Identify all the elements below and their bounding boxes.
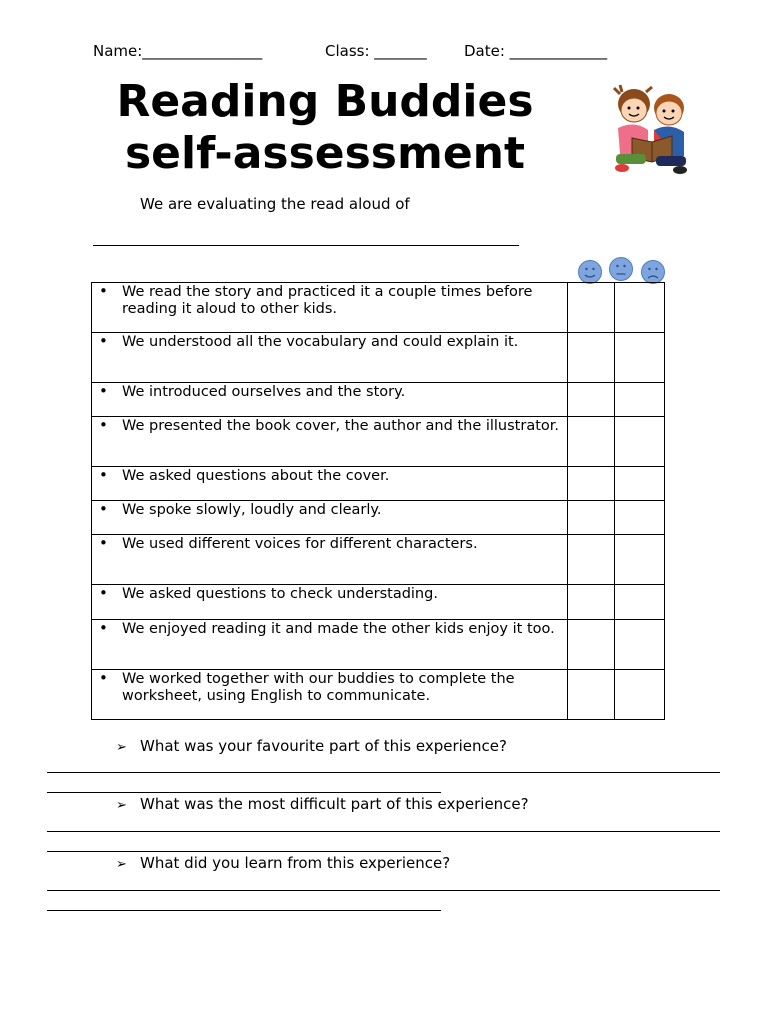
read-aloud-title-line[interactable] [93, 245, 519, 246]
answer-line[interactable] [47, 890, 720, 891]
bullet-icon: • [99, 382, 108, 400]
class-field[interactable]: Class: _______ [325, 42, 427, 60]
rating-cell[interactable] [568, 283, 615, 333]
rating-cell[interactable] [615, 383, 665, 417]
answer-line[interactable] [47, 772, 720, 773]
arrow-bullet-icon: ➢ [116, 857, 127, 872]
rating-cell[interactable] [615, 585, 665, 620]
rating-cell[interactable] [568, 585, 615, 620]
rating-cell[interactable] [615, 467, 665, 501]
rating-cell[interactable] [615, 417, 665, 467]
bullet-icon: • [99, 466, 108, 484]
bullet-icon: • [99, 584, 108, 602]
answer-line[interactable] [47, 792, 441, 793]
question-text: What did you learn from this experience? [140, 854, 451, 872]
neutral-face-icon [610, 258, 633, 281]
rating-cell[interactable] [568, 383, 615, 417]
rating-cell[interactable] [568, 501, 615, 535]
table-row [92, 535, 665, 585]
page-title [60, 76, 590, 180]
statement-text: We asked questions about the cover. [122, 468, 390, 484]
title-line-1: Reading Buddies [116, 76, 534, 127]
table-row [92, 333, 665, 383]
statement-text: We understood all the vocabulary and could explain it. [122, 334, 519, 350]
table-row [92, 467, 665, 501]
table-row [92, 383, 665, 417]
rating-cell[interactable] [615, 620, 665, 670]
statement-text: We introduced ourselves and the story. [122, 384, 406, 400]
answer-line[interactable] [47, 910, 441, 911]
rating-cell[interactable] [615, 535, 665, 585]
bullet-icon: • [99, 416, 108, 434]
question-item [116, 854, 450, 872]
rating-cell[interactable] [568, 670, 615, 720]
table-row [92, 620, 665, 670]
intro-text: We are evaluating the read aloud of [140, 195, 410, 213]
table-row [92, 670, 665, 720]
bullet-icon: • [99, 534, 108, 552]
happy-face-icon [579, 261, 602, 284]
rating-cell[interactable] [568, 620, 615, 670]
title-line-2: self-assessment [124, 128, 526, 179]
bullet-icon: • [99, 619, 108, 637]
bullet-icon: • [99, 669, 108, 687]
sad-face-icon [642, 261, 665, 284]
rating-cell[interactable] [568, 417, 615, 467]
table-row [92, 501, 665, 535]
question-item [116, 795, 529, 813]
rating-cell[interactable] [615, 283, 665, 333]
rating-cell[interactable] [568, 333, 615, 383]
table-row [92, 417, 665, 467]
answer-line[interactable] [47, 831, 720, 832]
rating-cell[interactable] [568, 467, 615, 501]
statement-text: We used different voices for different characters. [122, 536, 478, 552]
bullet-icon: • [99, 500, 108, 518]
statement-text: We spoke slowly, loudly and clearly. [122, 502, 382, 518]
bullet-icon: • [99, 332, 108, 350]
question-item [116, 737, 507, 755]
rating-cell[interactable] [568, 535, 615, 585]
question-text: What was your favourite part of this experience? [140, 737, 507, 755]
answer-line[interactable] [47, 851, 441, 852]
table-row [92, 585, 665, 620]
name-field[interactable]: Name:________________ [93, 42, 263, 60]
statement-text: We enjoyed reading it and made the other kids enjoy it too. [122, 621, 555, 637]
arrow-bullet-icon: ➢ [116, 740, 127, 755]
rating-cell[interactable] [615, 501, 665, 535]
assessment-table [91, 282, 665, 720]
arrow-bullet-icon: ➢ [116, 798, 127, 813]
table-row [92, 283, 665, 333]
bullet-icon: • [99, 282, 108, 300]
kids-reading-illustration [608, 84, 692, 176]
rating-cell[interactable] [615, 670, 665, 720]
statement-text: We worked together with our buddies to complete the worksheet, using English to communicate. [122, 671, 515, 704]
statement-text: We presented the book cover, the author and the illustrator. [122, 418, 560, 434]
statement-text: We read the story and practiced it a couple times before reading it aloud to other kids. [122, 284, 533, 317]
statement-text: We asked questions to check understading. [122, 586, 438, 602]
rating-cell[interactable] [615, 333, 665, 383]
date-field[interactable]: Date: _____________ [464, 42, 608, 60]
question-text: What was the most difficult part of this experience? [140, 795, 529, 813]
